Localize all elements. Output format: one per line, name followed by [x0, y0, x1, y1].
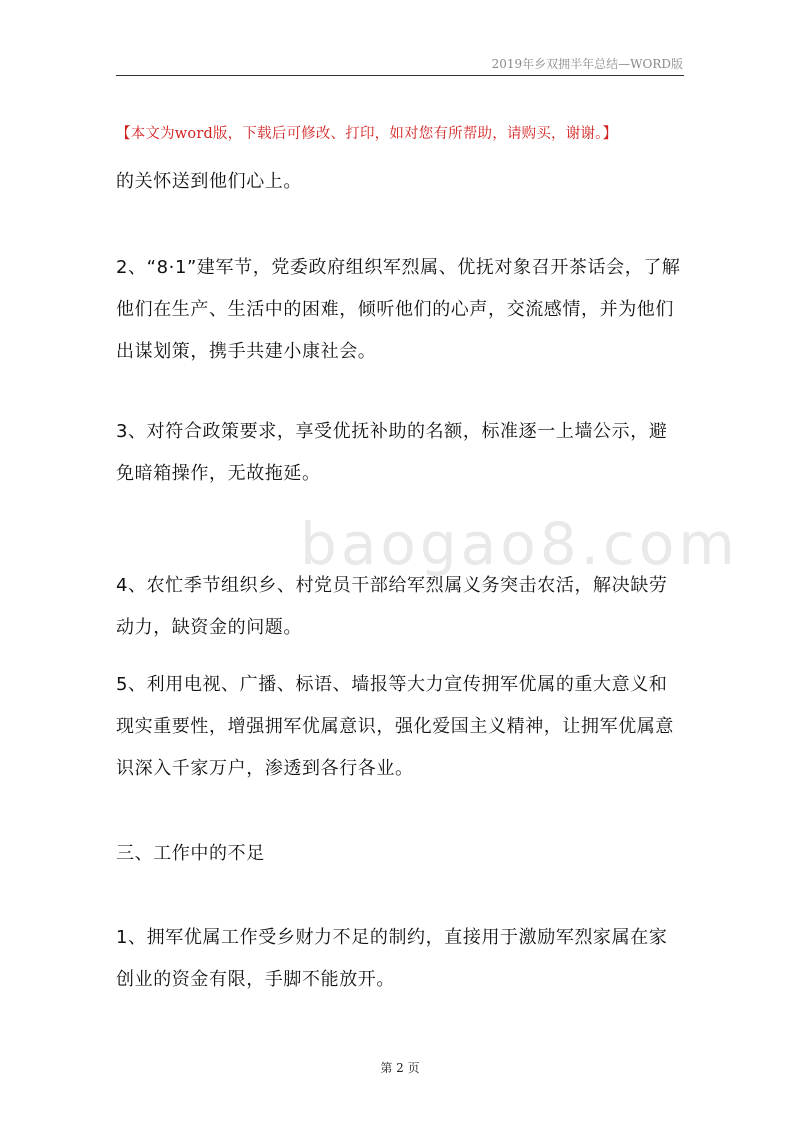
watermark-text: baogao8.com [300, 510, 739, 578]
section-heading: 三、工作中的不足 [116, 843, 265, 864]
page-header-title: 2019年乡双拥半年总结—WORD版 [491, 57, 683, 71]
page-number: 第 2 页 [380, 1061, 420, 1075]
purchase-notice: 【本文为word版，下载后可修改、打印，如对您有所帮助，请购买，谢谢。】 [116, 126, 618, 142]
paragraph-item-3: 3、对符合政策要求，享受优抚补助的名额，标准逐一上墙公示，避免暗箱操作，无故拖延。 [116, 421, 668, 484]
paragraph-item-5: 5、利用电视、广播、标语、墙报等大力宣传拥军优属的重大意义和现实重要性，增强拥军优属意识，强化爱国主义精神，让拥军优属意识深入千家万户，渗透到各行各业。 [116, 674, 674, 779]
paragraph-continuation: 的关怀送到他们心上。 [116, 171, 302, 192]
paragraph-item-2: 2、“8·1”建军节，党委政府组织军烈属、优抚对象召开茶话会，了解他们在生产、生活中的困难，倾听他们的心声，交流感情，并为他们出谋划策，携手共建小康社会。 [116, 257, 681, 362]
header-divider [116, 75, 684, 76]
paragraph-shortcoming-1: 1、拥军优属工作受乡财力不足的制约，直接用于激励军烈家属在家创业的资金有限，手脚不能放开。 [116, 927, 668, 990]
paragraph-item-4: 4、农忙季节组织乡、村党员干部给军烈属义务突击农活，解决缺劳动力，缺资金的问题。 [116, 575, 668, 638]
